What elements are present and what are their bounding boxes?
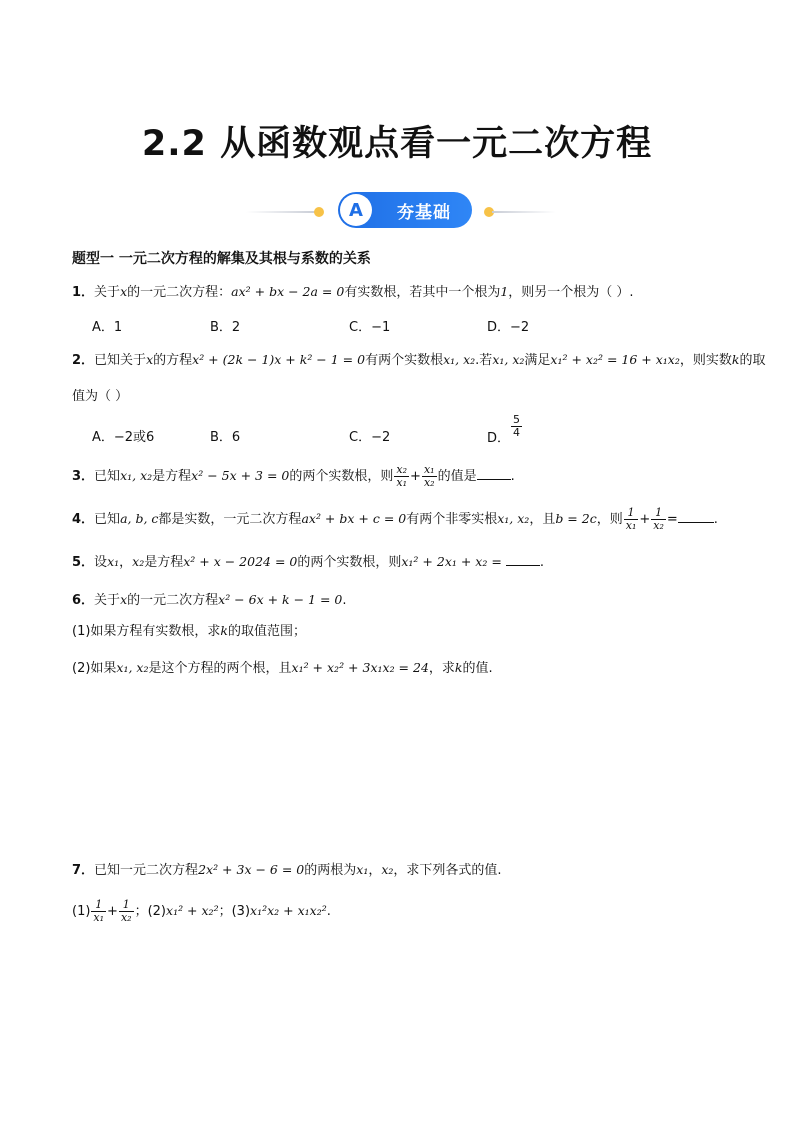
q5-number: 5． <box>72 555 95 570</box>
section-heading: 题型一 一元二次方程的解集及其根与系数的关系 <box>72 251 371 267</box>
question-6 <box>72 591 347 610</box>
q7-p2-label: (2) <box>147 904 167 919</box>
q1-root: 1 <box>500 284 509 299</box>
q4-condition: b = 2c <box>555 511 597 526</box>
q7-x1: x₁ <box>356 862 369 877</box>
q2-number: 2． <box>72 353 95 368</box>
q6-text-3: . <box>342 593 347 608</box>
question-4 <box>72 505 718 534</box>
q3-fraction-1 <box>394 464 409 489</box>
q6-var: x <box>120 592 128 607</box>
q4-equals: = <box>666 512 678 527</box>
q6-p2-text-3: ，求 <box>428 661 455 676</box>
q1-var: x <box>120 284 128 299</box>
q7-sep: ， <box>368 863 382 878</box>
q7-sep-1: ； <box>134 904 148 919</box>
q3-plus: + <box>410 469 421 484</box>
q6-p2-roots: x₁, x₂ <box>116 660 149 675</box>
q2-option-d-label: D． <box>487 431 511 446</box>
q4-fraction-2 <box>651 507 666 532</box>
q7-text-3: ，求下列各式的值. <box>393 863 502 878</box>
q4-vars: a, b, c <box>120 511 159 526</box>
q2-text-6: ，则实数 <box>679 353 732 368</box>
q1-option-d: D．−2 <box>487 320 530 335</box>
q5-x2: x₂ <box>132 554 145 569</box>
q6-text-2: 的一元二次方程 <box>127 593 219 608</box>
q3-text-4: 的值是 <box>437 469 477 484</box>
q5-expression: x₁² + 2x₁ + x₂ = <box>401 554 502 569</box>
q7-number: 7． <box>72 863 95 878</box>
q4-text-6: . <box>713 512 718 527</box>
q3-text-2: 是方程 <box>152 469 192 484</box>
q2-option-a: A．−2或6 <box>92 430 155 445</box>
q2-condition: x₁² + x₂² = 16 + x₁x₂ <box>550 352 680 367</box>
q4-roots: x₁, x₂ <box>497 511 530 526</box>
q4-number: 4． <box>72 512 95 527</box>
q3-f1-num: x₂ <box>396 463 408 476</box>
q7-plus: + <box>107 904 118 919</box>
banner-label: 夯基础 <box>397 202 451 223</box>
q4-plus: + <box>639 512 651 527</box>
q2-option-d-fraction <box>511 414 522 439</box>
section-banner <box>246 192 556 232</box>
q7-expression-2: x₁² + x₂² <box>166 903 219 918</box>
q3-f2-den: x₂ <box>423 476 435 489</box>
q6-number: 6． <box>72 593 95 608</box>
q2-line-2: 值为（ ） <box>72 389 129 404</box>
q2-option-b: B．6 <box>210 430 241 445</box>
q3-f2-num: x₁ <box>423 463 435 476</box>
question-1 <box>72 283 634 302</box>
q3-text-5: . <box>510 469 515 484</box>
q7-expression-3: x₁²x₂ + x₁x₂² <box>250 903 327 918</box>
question-5 <box>72 553 544 572</box>
q6-p1-text-1: (1)如果方程有实数根，求 <box>72 624 221 639</box>
q1-number: 1． <box>72 285 95 300</box>
q1-option-a: A．1 <box>92 320 123 335</box>
q6-p1-text-2: 的取值范围； <box>228 624 307 639</box>
q2-equation: x² + (2k − 1)x + k² − 1 = 0 <box>192 352 366 367</box>
q2-text-4: .若 <box>475 353 493 368</box>
q7-f1-den: x₁ <box>93 911 105 924</box>
q3-text-1: 已知 <box>94 469 121 484</box>
question-7 <box>72 861 502 880</box>
q4-f2-den: x₂ <box>653 519 664 532</box>
q1-option-b: B．2 <box>210 320 241 335</box>
q2-option-c: C．−2 <box>349 430 391 445</box>
q7-text-1: 已知一元二次方程 <box>94 863 199 878</box>
q7-fraction-2 <box>119 899 134 924</box>
q3-text-3: 的两个实数根，则 <box>289 469 394 484</box>
q6-part-1 <box>72 622 306 641</box>
question-2 <box>72 351 765 370</box>
q7-fraction-1 <box>91 899 106 924</box>
q6-equation: x² − 6x + k − 1 = 0 <box>218 592 343 607</box>
q4-f1-num: 1 <box>624 507 639 520</box>
banner-letter: A <box>340 194 372 226</box>
q1-option-c: C．−1 <box>349 320 391 335</box>
q1-text-2: 的一元二次方程： <box>127 285 232 300</box>
q2-text-5: 满足 <box>524 353 551 368</box>
q3-fraction-2 <box>422 464 437 489</box>
q2-text-2: 的方程 <box>153 353 193 368</box>
q5-text-3: 的两个实数根，则 <box>297 555 402 570</box>
q4-answer-blank[interactable] <box>678 510 714 523</box>
q4-fraction-1 <box>624 507 639 532</box>
q1-text-1: 关于 <box>94 285 121 300</box>
q6-p2-text-1: (2)如果 <box>72 661 117 676</box>
q4-equation: ax² + bx + c = 0 <box>301 511 407 526</box>
q2-text-3: 有两个实数根 <box>365 353 444 368</box>
q2-option-d-num: 5 <box>513 413 521 426</box>
q4-text-5: ，则 <box>596 512 623 527</box>
q3-roots: x₁, x₂ <box>120 468 153 483</box>
q5-sep: ， <box>119 555 133 570</box>
q7-f2-den: x₂ <box>120 911 132 924</box>
q7-text-2: 的两根为 <box>304 863 357 878</box>
q5-answer-blank[interactable] <box>506 553 540 566</box>
q4-text-1: 已知 <box>94 512 121 527</box>
q5-text-1: 设 <box>94 555 108 570</box>
q7-f1-num: 1 <box>91 899 106 912</box>
q3-equation: x² − 5x + 3 = 0 <box>191 468 290 483</box>
q4-f2-num: 1 <box>651 507 666 520</box>
q1-text-3: 有实数根，若其中一个根为 <box>344 285 501 300</box>
q4-text-4: ，且 <box>529 512 556 527</box>
q3-answer-blank[interactable] <box>477 467 511 480</box>
q7-end: . <box>326 904 331 919</box>
q3-number: 3． <box>72 469 95 484</box>
q2-roots: x₁, x₂ <box>443 352 476 367</box>
q5-equation: x² + x − 2024 = 0 <box>183 554 298 569</box>
q6-p2-k: k <box>454 660 463 675</box>
q7-sep-2: ； <box>218 904 232 919</box>
banner-dot-left <box>314 207 324 217</box>
q3-f1-den: x₁ <box>396 476 408 489</box>
q5-x1: x₁ <box>107 554 120 569</box>
q2-k: k <box>731 352 740 367</box>
q7-x2: x₂ <box>381 862 394 877</box>
q4-f1-den: x₁ <box>625 519 637 532</box>
page-title: 2.2 从函数观点看一元二次方程 <box>141 124 653 164</box>
q6-text-1: 关于 <box>94 593 121 608</box>
q2-option-d-den: 4 <box>513 426 521 439</box>
q6-p2-text-4: 的值. <box>462 661 493 676</box>
q6-part-2 <box>72 659 493 678</box>
q7-parts <box>72 897 331 926</box>
q4-text-2: 都是实数，一元二次方程 <box>158 512 302 527</box>
q5-text-4: . <box>539 555 544 570</box>
q7-f2-num: 1 <box>119 899 134 912</box>
q5-text-2: 是方程 <box>144 555 184 570</box>
q7-equation: 2x² + 3x − 6 = 0 <box>198 862 305 877</box>
q7-p3-label: (3) <box>231 904 251 919</box>
q2-text-1: 已知关于 <box>94 353 147 368</box>
q6-p2-condition: x₁² + x₂² + 3x₁x₂ = 24 <box>291 660 429 675</box>
q4-text-3: 有两个非零实根 <box>406 512 498 527</box>
q2-var: x <box>146 352 154 367</box>
banner-line-right <box>492 211 556 213</box>
q1-equation: ax² + bx − 2a = 0 <box>231 284 345 299</box>
question-3 <box>72 462 515 491</box>
q6-p1-k: k <box>220 623 228 638</box>
q2-roots-2: x₁, x₂ <box>492 352 525 367</box>
q1-text-4: ，则另一个根为（ ）. <box>508 285 634 300</box>
q2-text-7: 的取 <box>739 353 766 368</box>
q6-p2-text-2: 是这个方程的两个根，且 <box>148 661 292 676</box>
q2-option-d <box>487 413 523 446</box>
banner-line-left <box>246 211 316 213</box>
q7-p1-label: (1) <box>72 904 91 919</box>
